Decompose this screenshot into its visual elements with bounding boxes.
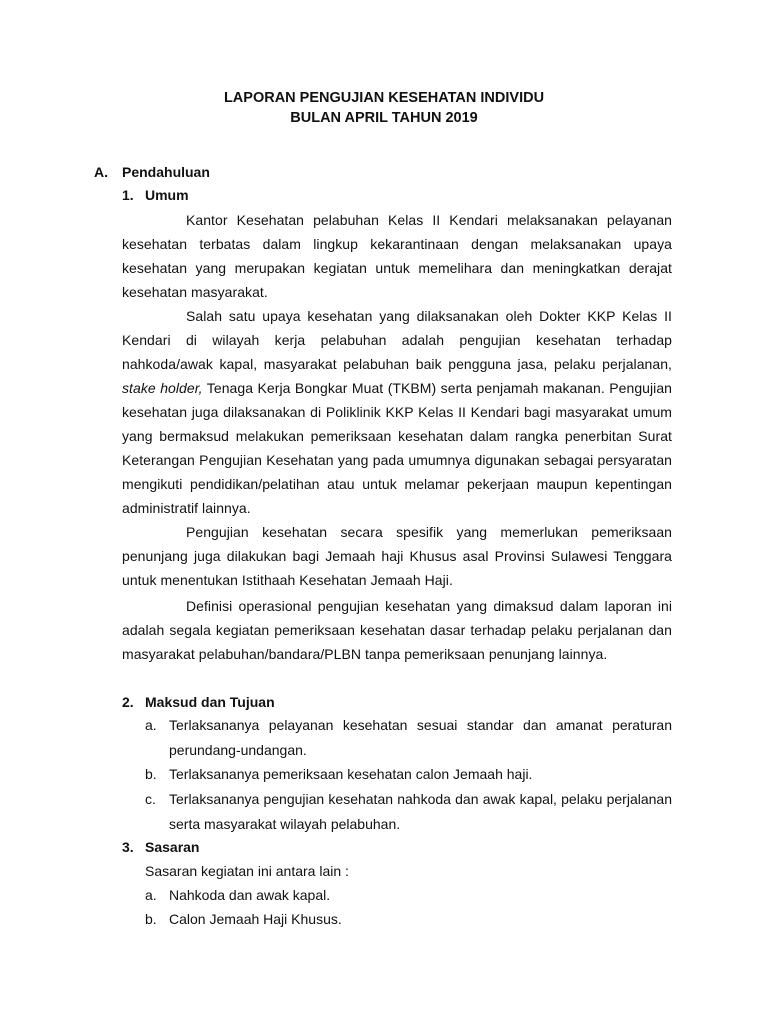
subsection-3-number: 3. — [122, 839, 134, 855]
subsection-2-number: 2. — [122, 694, 134, 710]
sasaran-item-a-marker: a. — [145, 887, 157, 903]
umum-paragraph-3: Pengujian kesehatan secara spesifik yang memerlukan pemeriksaan penunjang juga dilakukan bagi Jemaah haji Khusus asal Provinsi Sulawesi Tenggara untuk menentukan Istithaah Kesehatan Jemaah Haji. — [122, 524, 672, 588]
report-title-line-2: BULAN APRIL TAHUN 2019 — [290, 110, 478, 126]
sasaran-item-b-marker: b. — [145, 911, 157, 927]
umum-paragraph-1: Kantor Kesehatan pelabuhan Kelas II Kendari melaksanakan pelayanan kesehatan terbatas dalam lingkup kekarantinaan dengan melaksanakan upaya kesehatan yang merupakan kegiatan untuk memelihara dan meningkatkan derajat kesehatan masyarakat. — [122, 212, 672, 300]
subsection-1-title: Umum — [145, 187, 189, 203]
sasaran-item-a-text: Nahkoda dan awak kapal. — [169, 887, 331, 903]
maksud-item-b-text: Terlaksananya pemeriksaan kesehatan calon Jemaah haji. — [169, 766, 533, 782]
subsection-2-title: Maksud dan Tujuan — [145, 694, 275, 710]
umum-paragraph-2-part-1: Salah satu upaya kesehatan yang dilaksanakan oleh Dokter KKP Kelas II Kendari di wilayah kerja pelabuhan adalah pengujian kesehatan terhadap nahkoda/awak kapal, masyarakat pelabuhan baik pengguna jasa, pelaku perjalanan, — [122, 308, 672, 372]
umum-paragraph-2-italic: stake holder, — [122, 380, 203, 396]
subsection-1-number: 1. — [122, 187, 134, 203]
maksud-item-a-text: Terlaksananya pelayanan kesehatan sesuai standar dan amanat peraturan perundang-undangan. — [169, 717, 672, 758]
maksud-item-c-text: Terlaksananya pengujian kesehatan nahkoda dan awak kapal, pelaku perjalanan serta masyarakat wilayah pelabuhan. — [169, 791, 672, 832]
sasaran-item-b-text: Calon Jemaah Haji Khusus. — [169, 911, 342, 927]
section-a-title: Pendahuluan — [122, 164, 210, 180]
maksud-item-a-marker: a. — [145, 717, 157, 733]
maksud-item-b-marker: b. — [145, 766, 157, 782]
report-title-line-1: LAPORAN PENGUJIAN KESEHATAN INDIVIDU — [223, 90, 545, 106]
section-a-marker: A. — [94, 164, 108, 180]
umum-paragraph-2 — [122, 304, 672, 520]
sasaran-intro: Sasaran kegiatan ini antara lain : — [145, 863, 349, 879]
maksud-item-c-marker: c. — [145, 791, 156, 807]
umum-paragraph-2-part-2: Tenaga Kerja Bongkar Muat (TKBM) serta penjamah makanan. Pengujian kesehatan juga dilaksanakan di Poliklinik KKP Kelas II Kendari bagi masyarakat umum yang bermaksud melakukan pemeriksaan kesehatan dalam rangka penerbitan Surat Keterangan Pengujian Kesehatan yang pada umumnya digunakan sebagai persyaratan mengikuti pendidikan/pelatihan atau untuk melamar pekerjaan maupun kepentingan administratif lainnya. — [122, 380, 672, 516]
umum-paragraph-4: Definisi operasional pengujian kesehatan yang dimaksud dalam laporan ini adalah segala kegiatan pemeriksaan kesehatan dasar terhadap pelaku perjalanan dan masyarakat pelabuhan/bandara/PLBN tanpa pemeriksaan penunjang lainnya. — [122, 598, 672, 662]
subsection-3-title: Sasaran — [145, 839, 200, 855]
